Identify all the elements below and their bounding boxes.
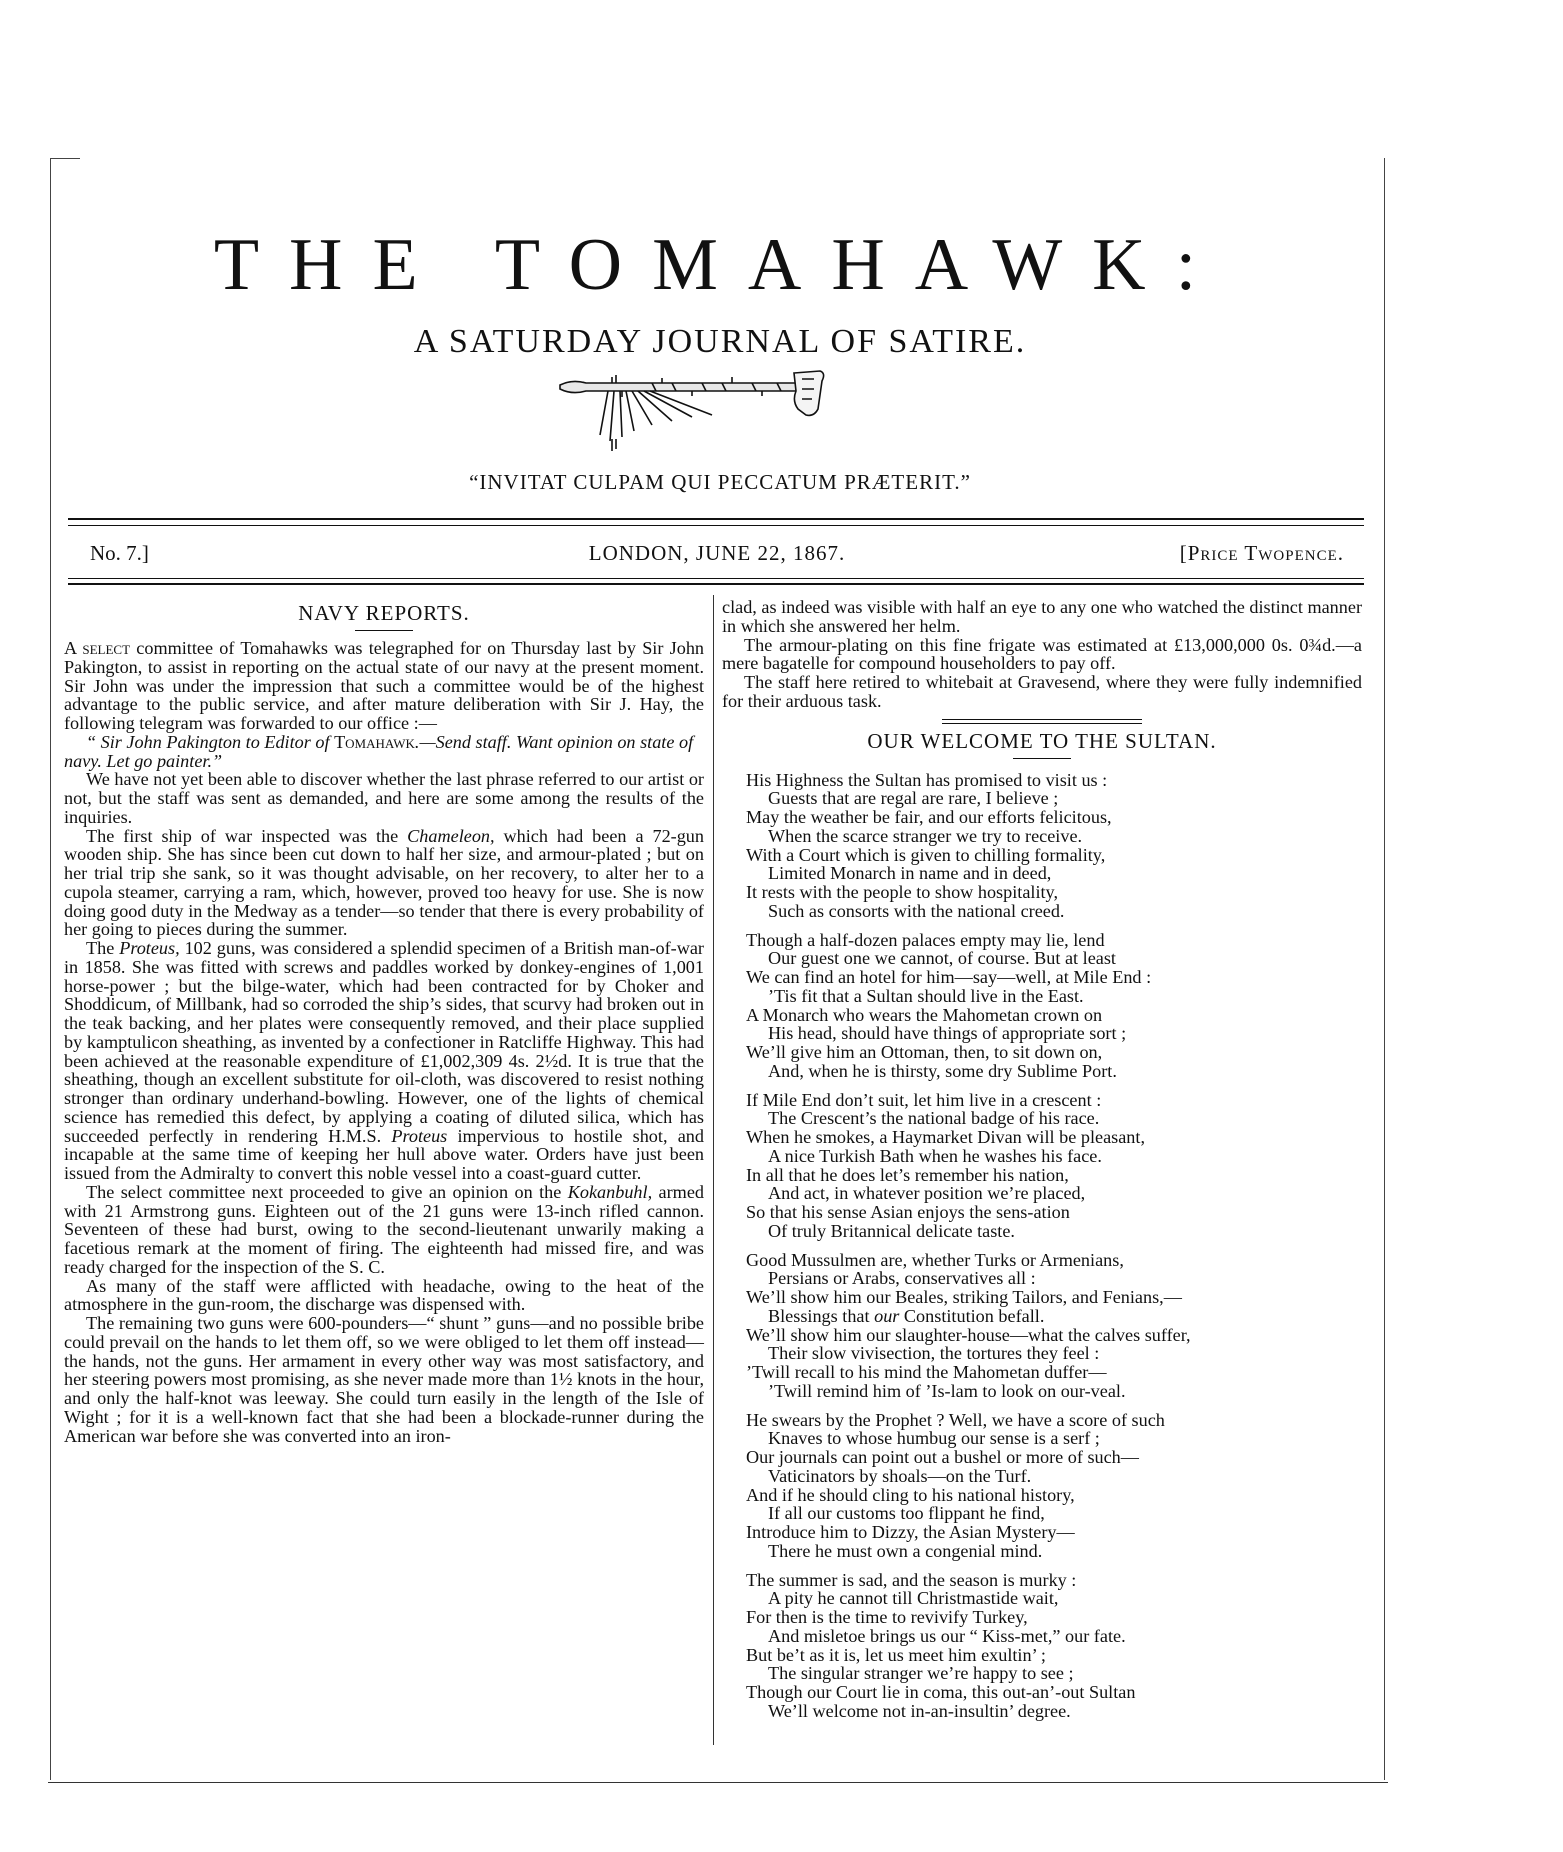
ship-name: Kokanbuhl, xyxy=(567,1181,653,1202)
ship-name: Proteus, xyxy=(119,938,180,958)
paragraph-text: impervious to hostile shot, and incapable at the same time of keeping her hull above water. Orders have just been issued from the Admiralty to convert this noble vessel into a coast-guard cutter. xyxy=(64,1125,704,1183)
poem-line: Our guest one we cannot, of course. But at least xyxy=(768,948,1116,969)
header-rule-bottom xyxy=(68,583,1364,585)
poem-line: A pity he cannot till Christmastide wait, xyxy=(768,1588,1059,1609)
paragraph: The armour-plating on this fine frigate was estimated at £13,000,000 0s. 0¾d.—a mere bagatelle for compound householders to pay off. xyxy=(722,634,1362,674)
poem-line: Knaves to whose humbug our sense is a serf ; xyxy=(768,1428,1100,1449)
poem-line: Though a half-dozen palaces empty may lie, lend xyxy=(746,929,1105,950)
issue-number: No. 7.] xyxy=(90,541,149,565)
poem-stanza xyxy=(746,931,1362,1081)
telegram-quote xyxy=(64,733,704,771)
issue-price: [Price Twopence. xyxy=(1179,541,1344,565)
paragraph-text: committee of Tomahawks was telegraphed for on Thursday last by Sir John Pakington, to assist in reporting on the actual state of our navy at the present moment. Sir John was under the impression that such a committee would be of the highest advantage to the public service, and after mature deliberation with Sir J. Hay, the following telegram was forwarded to our office :— xyxy=(64,638,705,733)
poem-line: If Mile End don’t suit, let him live in a crescent : xyxy=(746,1089,1102,1110)
header-rule-top xyxy=(68,518,1364,520)
poem-line: Limited Monarch in name and in deed, xyxy=(768,863,1052,884)
poem-line: Introduce him to Dizzy, the Asian Mystery— xyxy=(746,1522,1075,1542)
right-column xyxy=(722,598,1362,1731)
article-title-sultan: OUR WELCOME TO THE SULTAN. xyxy=(867,728,1217,753)
paragraph: As many of the staff were afflicted with headache, owing to the heat of the atmosphere in the gun-room, the discharge was dispensed with. xyxy=(64,1275,704,1315)
paragraph xyxy=(64,827,704,940)
poem-line: The summer is sad, and the season is murky : xyxy=(746,1569,1077,1590)
paragraph-text: which had been a 72-gun wooden ship. She has since been cut down to half her size, and armour-plated ; but on her trial trip she sank, so it was thought advisable, on her recovery, to alter her to a cupola steamer, carrying a ram, which, however, proved too heavy for use. She is now doing good duty in the Medway as a tender—so tender that there is every probability of her going to pieces during the summer. xyxy=(64,825,704,940)
poem-line: There he must own a congenial mind. xyxy=(768,1540,1043,1561)
poem-line: The singular stranger we’re happy to see ; xyxy=(768,1663,1074,1684)
poem-line: And misletoe brings us our “ Kiss-met,” our fate. xyxy=(768,1625,1126,1646)
poem-line: Such as consorts with the national creed. xyxy=(768,900,1065,921)
poem-stanza xyxy=(746,1571,1362,1721)
paragraph: The staff here retired to whitebait at Gravesend, where they were fully indemnified for their arduous task. xyxy=(722,672,1362,711)
poem-line: Guests that are regal are rare, I believe ; xyxy=(768,788,1059,809)
poem-line: Vaticinators by shoals—on the Turf. xyxy=(768,1465,1032,1486)
poem-line: A Monarch who wears the Mahometan crown on xyxy=(746,1004,1103,1025)
poem-line: But be’t as it is, let us meet him exultin’ ; xyxy=(746,1644,1046,1665)
title-rule xyxy=(1013,758,1071,759)
poem-line: And, when he is thirsty, some dry Sublime Port. xyxy=(768,1060,1117,1081)
paragraph-text: 102 guns, was considered a splendid specimen of a British man-of-war in 1858. She was fitted with screws and paddles worked by donkey-engines of 1,001 horse-power ; but the bilge-water, which had been contracted for by Choker and Shoddicum, of Millbank, had so corroded the ship’s sides, that scurvy had broken out in the teak backing, and her plates were consequently removed, and their place supplied by kamptulicon sheathing, as invented by a confectioner in Ratcliffe Highway. This had been achieved at the reasonable expenditure of £1,002,309 4s. 2½d. It is true that the sheathing, though an excellent substitute for oil-cloth, was discovered to resist nothing stronger than ordinary underhand-bowling. However, one of the lights of chemical science has remedied this defect, by applying a coating of diluted silica, which has succeeded perfectly in rendering H.M.S. xyxy=(64,938,705,1146)
paragraph xyxy=(64,639,704,733)
poem-stanza xyxy=(746,1091,1362,1241)
poem-line: May the weather be fair, and our efforts felicitous, xyxy=(746,807,1112,827)
column-divider xyxy=(713,595,714,1745)
title-rule xyxy=(355,630,413,631)
poem-line: We’ll show him our Beales, striking Tailors, and Fenians,— xyxy=(746,1287,1182,1307)
telegram-part: “ Sir John Pakington to Editor of xyxy=(86,731,335,752)
poem-line: And act, in whatever position we’re placed, xyxy=(768,1183,1086,1204)
poem-line: So that his sense Asian enjoys the sens-ation xyxy=(746,1202,1070,1222)
poem-line: And if he should cling to his national history, xyxy=(746,1484,1075,1505)
poem-line: His Highness the Sultan has promised to visit us : xyxy=(746,769,1108,790)
poem-emphasis: our xyxy=(874,1305,900,1326)
telegram-part: Tomahawk xyxy=(334,731,415,752)
poem-line: A nice Turkish Bath when he washes his face. xyxy=(768,1145,1102,1166)
motto: “INVITAT CULPAM QUI PECCATUM PRÆTERIT.” xyxy=(469,470,971,494)
paragraph xyxy=(64,939,704,1183)
poem-line: Persians or Arabs, conservatives all : xyxy=(768,1268,1036,1289)
poem-line: We can find an hotel for him—say—well, at Mile End : xyxy=(746,967,1152,987)
section-divider xyxy=(942,719,1142,724)
footer-rule xyxy=(48,1782,1388,1783)
page-border-top xyxy=(50,158,80,159)
poem-line: ’Tis fit that a Sultan should live in the East. xyxy=(768,985,1084,1006)
poem-line: Good Mussulmen are, whether Turks or Armenians, xyxy=(746,1249,1124,1270)
poem-line: With a Court which is given to chilling formality, xyxy=(746,844,1106,865)
header-rule-bottom-thin xyxy=(68,578,1364,579)
page-border-left xyxy=(50,158,51,1780)
paragraph: The remaining two guns were 600-pounders—“ shunt ” guns—and no possible bribe could prevail on the hands to let them off, so we were obliged to let them off instead—the hands, not the guns. Her armament in every other way was most satisfactory, and her steering powers most promising, as she never made more than 1½ knots in the hour, and only the half-knot was leeway. She could turn easily in the length of the Isle of Wight ; for it is a well-known fact that she had been a blockade-runner during the American war before she was converted into an iron- xyxy=(64,1313,704,1446)
article-title-navy-reports: NAVY REPORTS. xyxy=(298,601,470,625)
poem-line: When the scarce stranger we try to receive. xyxy=(768,825,1083,846)
telegram-part: .—Send staff. Want opinion on state of navy. Let go painter.” xyxy=(64,731,694,771)
poem-line: ’Twill remind him of ’Is-lam to look on our-veal. xyxy=(768,1380,1126,1401)
paragraph-text: armed with 21 Armstrong guns. Eighteen out of the 21 guns were 13-inch rifled cannon. Seventeen of these had burst, owing to the second-lieutenant unwarily making a facetious remark at the moment of firing. The eighteenth had missed fire, and was ready charged for the inspection of the S. C. xyxy=(64,1181,704,1277)
poem-stanza xyxy=(746,1411,1362,1561)
issue-date: LONDON, JUNE 22, 1867. xyxy=(588,541,846,565)
poem-line: We’ll show him our slaughter-house—what the calves suffer, xyxy=(746,1324,1191,1345)
poem-line: Though our Court lie in coma, this out-an’-out Sultan xyxy=(746,1682,1136,1702)
masthead-title: THE TOMAHAWK: xyxy=(213,224,1227,306)
poem-line: For then is the time to revivify Turkey, xyxy=(746,1607,1028,1627)
poem-line: If all our customs too flippant he find, xyxy=(768,1503,1045,1524)
poem-line: Of truly Britannical delicate taste. xyxy=(768,1220,1015,1241)
poem-line: We’ll welcome not in-an-insultin’ degree. xyxy=(768,1700,1071,1721)
poem-line: Their slow vivisection, the tortures they feel : xyxy=(768,1343,1100,1364)
poem-stanza xyxy=(746,771,1362,921)
paragraph: clad, as indeed was visible with half an eye to any one who watched the distinct manner in which she answered her helm. xyxy=(722,597,1362,636)
poem-line: His head, should have things of appropriate sort ; xyxy=(768,1023,1127,1044)
paragraph-text: The first ship of war inspected was the xyxy=(86,825,408,846)
paragraph-text: The select committee next proceeded to give an opinion on the xyxy=(86,1181,568,1202)
poem-line: It rests with the people to show hospitality, xyxy=(746,882,1059,902)
page-border-right xyxy=(1384,158,1385,1780)
poem-line: We’ll give him an Ottoman, then, to sit down on, xyxy=(746,1042,1103,1062)
poem-line: Our journals can point out a bushel or more of such— xyxy=(746,1447,1139,1467)
paragraph xyxy=(64,1183,704,1277)
poem-line: When he smokes, a Haymarket Divan will be pleasant, xyxy=(746,1127,1145,1147)
poem-line: In all that he does let’s remember his nation, xyxy=(746,1164,1069,1185)
poem-line: He swears by the Prophet ? Well, we have a score of such xyxy=(746,1409,1165,1430)
poem-line: ’Twill recall to his mind the Mahometan duffer— xyxy=(746,1362,1107,1382)
poem-line: The Crescent’s the national badge of his race. xyxy=(768,1108,1100,1129)
poem-line xyxy=(746,1307,1362,1326)
ship-name: Proteus xyxy=(391,1125,448,1146)
tomahawk-icon xyxy=(552,365,872,453)
masthead-subtitle: A SATURDAY JOURNAL OF SATIRE. xyxy=(413,323,1027,360)
poem-text: Blessings that xyxy=(768,1305,875,1326)
ship-name: Chameleon, xyxy=(407,825,495,846)
left-column xyxy=(64,598,704,1445)
header-rule-top-thin xyxy=(68,525,1364,526)
lead-in: A select xyxy=(64,638,131,658)
dateline xyxy=(90,538,1344,568)
poem-stanza xyxy=(746,1251,1362,1401)
poem-text: Constitution befall. xyxy=(899,1305,1045,1326)
paragraph-text: The xyxy=(86,938,120,958)
paragraph: We have not yet been able to discover whether the last phrase referred to our artist or not, but the staff was sent as demanded, and here are some among the results of the inquiries. xyxy=(64,769,704,827)
